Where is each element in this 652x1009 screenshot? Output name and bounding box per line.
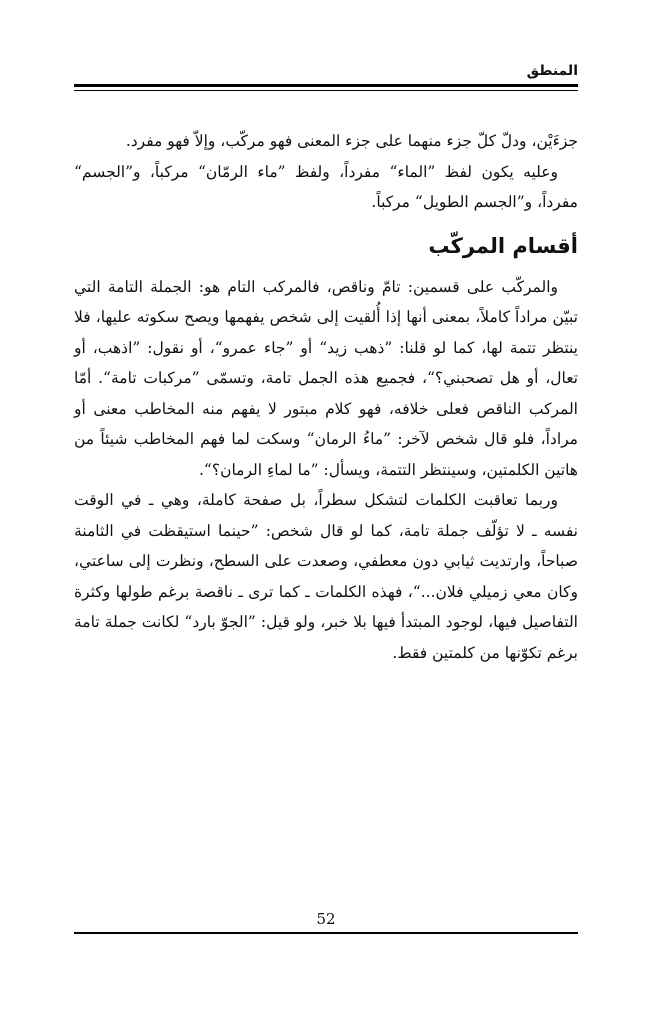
page-number: 52 bbox=[316, 910, 336, 928]
body-text bbox=[74, 126, 578, 668]
paragraph-examples: وعليه يكون لفظ ”الماء“ مفرداً، ولفظ ”ماء الرمّان“ مركباً، و”الجسم“ مفرداً، و”الجسم الطويل“ مركباً. bbox=[74, 162, 578, 211]
paragraph-compound-types: والمركّب على قسمين: تامّ وناقص، فالمركب التام هو: الجملة التامة التي تبيّن مراداً كاملاً، بمعنى أنها إذا أُلقيت إلى شخص يفهمها ويصح سكوته عليها، فلا ينتظر تتمة لها، كما لو قلنا: ”ذهب زيد“ أو ”جاء عمرو“، أو نقول: ”اذهب، أو تعال، أو هل تصحبني؟“، فجميع هذه الجمل تامة، وتسمّى ”مركبات تامة“. أمّا المركب الناقص فعلى خلافه، فهو كلام مبتور لا يفهم منه المخاطب معنى أو مراداً، فلو قال شخص لآخر: ”ماءُ الرمان“ وسكت لما فهم المخاطب شيئاً من هاتين الكلمتين، وسينتظر التتمة، ويسأل: ”ما لماءِ الرمان؟“. bbox=[74, 277, 578, 479]
paragraph-definition-end: جزءَيْن، ودلّ كلّ جزء منهما على جزء المعنى فهو مركّب، وإلاّ فهو مفرد. bbox=[125, 132, 578, 150]
running-head-title: المنطق bbox=[526, 63, 578, 79]
footer-rule bbox=[74, 932, 578, 934]
header-rule-thick bbox=[74, 84, 578, 87]
section-heading: أقسام المركّب bbox=[428, 233, 578, 258]
paragraph-long-incomplete: وربما تعاقبت الكلمات لتشكل سطراً، بل صفحة كاملة، وهي ـ في الوقت نفسه ـ لا تؤلّف جملة تامة، كما لو قال شخص: ”حينما استيقظت في الثامنة صباحاً، وارتديت ثيابي دون معطفي، وصعدت على السطح، ونظرت إلى ساعتي، وكان معي زميلي فلان...“، فهذه الكلمات ـ كما ترى ـ ناقصة برغم طولها وكثرة التفاصيل فيها، لوجود المبتدأ فيها بلا خبر، ولو قيل: ”الجوّ بارد“ لكانت جملة تامة برغم تكوّنها من كلمتين فقط. bbox=[74, 491, 578, 662]
header-rule-thin bbox=[74, 90, 578, 91]
